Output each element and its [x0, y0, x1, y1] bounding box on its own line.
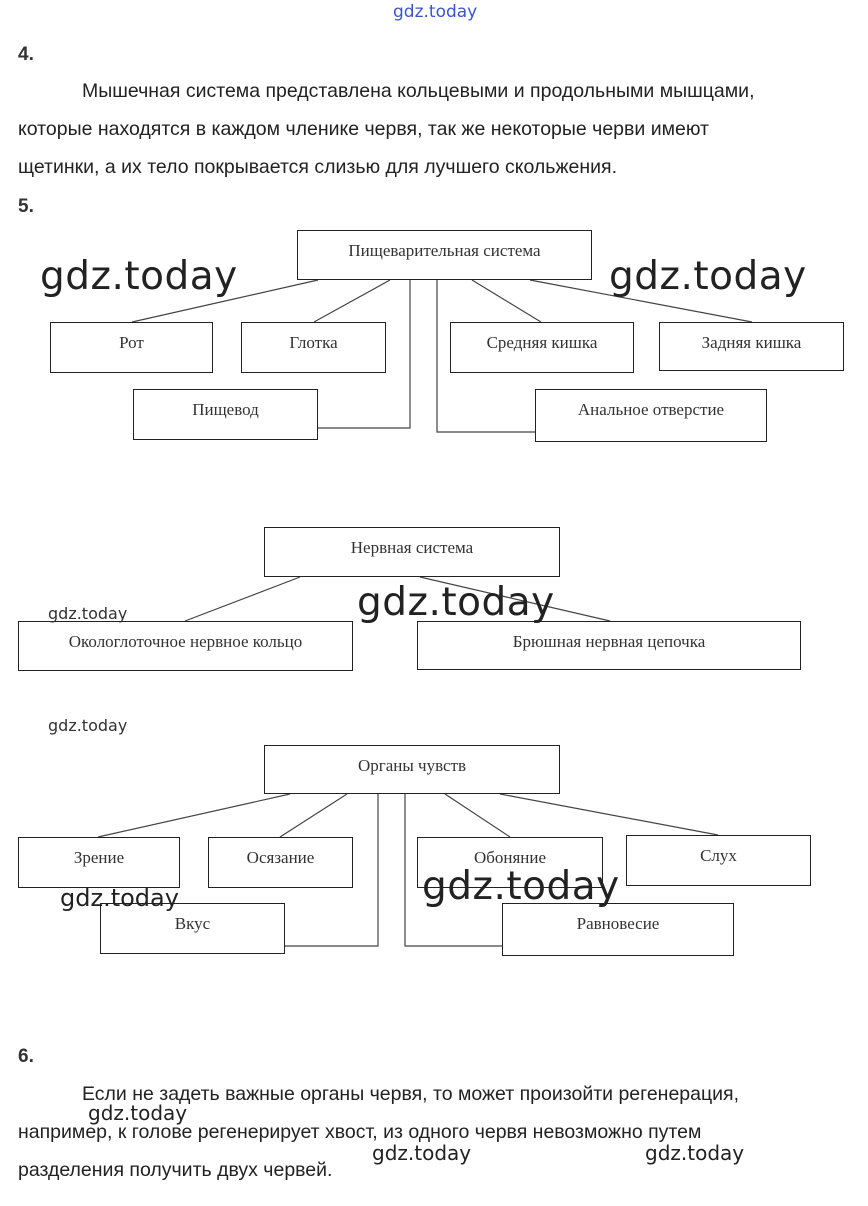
node-mouth: Рот [50, 322, 213, 373]
section-4-line-3: щетинки, а их тело покрывается слизью для лучшего скольжения. [18, 156, 617, 178]
watermark: gdz.today [422, 864, 620, 909]
node-smell: Обоняние [417, 837, 603, 888]
section-6-line-2: например, к голове регенерирует хвост, из одного червя невозможно путем [18, 1121, 702, 1143]
section-6-line-3: разделения получить двух червей. [18, 1159, 333, 1181]
section-6-text [18, 1075, 858, 1189]
watermark: gdz.today [393, 2, 478, 22]
watermark: gdz.today [40, 254, 238, 299]
watermark: gdz.today [88, 1101, 188, 1125]
node-nerve-ring: Окологлоточное нервное кольцо [18, 621, 353, 671]
node-hindgut: Задняя кишка [659, 322, 844, 371]
node-vision: Зрение [18, 837, 180, 888]
watermark: gdz.today [645, 1141, 745, 1165]
section-6-line-1: Если не задеть важные органы червя, то может произойти регенерация, [82, 1083, 740, 1105]
node-anus: Анальное отверстие [535, 389, 767, 442]
watermark: gdz.today [48, 604, 128, 623]
nervous-system-title: Нервная система [264, 527, 560, 577]
node-pharynx: Глотка [241, 322, 386, 373]
watermark: gdz.today [372, 1141, 472, 1165]
node-balance: Равновесие [502, 903, 734, 956]
section-4-number: 4. [18, 44, 34, 65]
watermark: gdz.today [60, 884, 179, 912]
section-5-number: 5. [18, 196, 34, 217]
section-4-line-2: которые находятся в каждом членике червя, так же некоторые черви имеют [18, 118, 709, 140]
node-esophagus: Пищевод [133, 389, 318, 440]
node-nerve-cord: Брюшная нервная цепочка [417, 621, 801, 670]
watermark: gdz.today [357, 580, 555, 625]
section-4-line-1: Мышечная система представлена кольцевыми и продольными мышцами, [82, 80, 755, 102]
node-taste: Вкус [100, 903, 285, 954]
digestive-system-title: Пищеварительная система [297, 230, 592, 280]
node-touch: Осязание [208, 837, 353, 888]
watermark: gdz.today [48, 716, 128, 735]
section-6-number: 6. [18, 1046, 34, 1067]
node-midgut: Средняя кишка [450, 322, 634, 373]
watermark: gdz.today [609, 254, 807, 299]
node-hearing: Слух [626, 835, 811, 886]
sense-organs-title: Органы чувств [264, 745, 560, 794]
